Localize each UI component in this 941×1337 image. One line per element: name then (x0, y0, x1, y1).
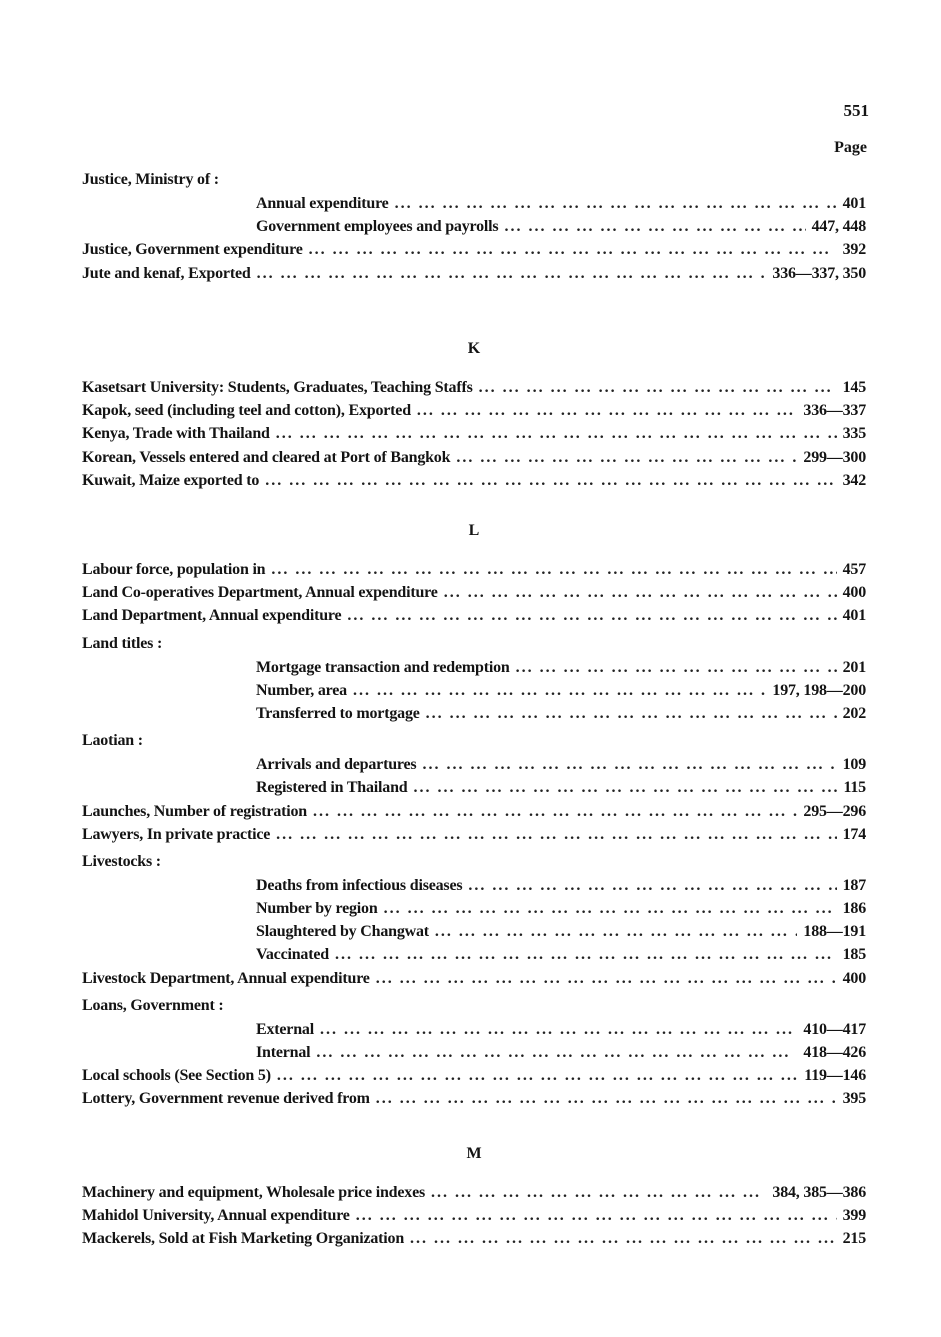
index-section-l (82, 520, 866, 1111)
index-entry (82, 1087, 866, 1110)
dot-leader (516, 656, 837, 679)
index-entry (82, 262, 866, 285)
entry-page-ref: 299—300 (803, 448, 866, 466)
index-entry (82, 376, 866, 399)
entry-page-ref: 447, 448 (811, 218, 866, 236)
entry-label: External (256, 1020, 314, 1038)
index-heading (82, 993, 866, 1018)
entry-label: Justice, Ministry of : (82, 171, 219, 188)
entry-label: Machinery and equipment, Wholesale price indexes (82, 1184, 425, 1201)
dot-leader (271, 558, 836, 581)
entry-label: Kapok, seed (including teel and cotton), Exported (82, 402, 411, 420)
entry-label: Registered in Thailand (256, 779, 408, 797)
index-subentry (82, 874, 866, 897)
dot-leader (410, 1227, 837, 1250)
entry-label: Labour force, population in (82, 561, 266, 578)
dot-leader (417, 399, 798, 422)
entry-label: Kuwait, Maize exported to (82, 471, 260, 489)
dot-leader (456, 446, 797, 469)
dot-leader (435, 920, 797, 943)
index-subentry (82, 192, 866, 215)
dot-leader (356, 1204, 837, 1227)
index-entry (82, 1227, 866, 1250)
entry-page-ref: 145 (842, 379, 866, 396)
entry-label: Launches, Number of registration (82, 802, 308, 820)
entry-page-ref: 401 (842, 195, 866, 212)
entry-page-ref: 202 (842, 704, 866, 722)
entry-page-ref: 457 (842, 561, 866, 578)
entry-label: Land titles : (82, 634, 163, 652)
dot-leader (426, 702, 837, 725)
index-section-m (82, 1143, 866, 1251)
index-entry (82, 399, 866, 422)
entry-label: Vaccinated (256, 946, 329, 964)
index-subentry (82, 702, 866, 725)
dot-leader (413, 776, 837, 799)
entry-label: Livestocks : (82, 852, 161, 870)
entry-label: Loans, Government : (82, 996, 224, 1014)
entry-label: Jute and kenaf, Exported (82, 264, 251, 282)
dot-leader (316, 1041, 797, 1064)
dot-leader (395, 192, 837, 215)
index-entry (82, 1181, 866, 1204)
entry-label: Land Department, Annual expenditure (82, 607, 342, 625)
section-letter: M (466, 1145, 482, 1162)
index-heading (82, 728, 866, 753)
dot-leader (376, 1087, 837, 1110)
index-entry (82, 446, 866, 469)
dot-leader (504, 215, 805, 238)
entry-label: Arrivals and departures (256, 756, 417, 774)
dot-leader (384, 897, 837, 920)
index-entry (82, 581, 866, 604)
entry-label: Mahidol University, Annual expenditure (82, 1207, 350, 1225)
entry-page-ref: 342 (842, 471, 866, 489)
index-entry (82, 469, 866, 492)
index-subentry (82, 943, 866, 966)
page-number: 551 (843, 101, 869, 120)
entry-label: Lottery, Government revenue derived from (82, 1090, 370, 1108)
entry-page-ref: 418—426 (803, 1044, 866, 1061)
index-subentry (82, 1041, 866, 1064)
entry-page-ref: 187 (842, 876, 866, 894)
dot-leader (431, 1181, 766, 1204)
dot-leader (265, 469, 836, 492)
entry-label: Annual expenditure (256, 195, 389, 212)
dot-leader (353, 679, 766, 702)
dot-leader (376, 967, 837, 990)
index-subentry (82, 897, 866, 920)
entry-page-ref: 295—296 (803, 802, 866, 820)
entry-page-ref: 336—337, 350 (772, 264, 866, 282)
entry-page-ref: 395 (842, 1090, 866, 1108)
entry-label: Transferred to mortgage (256, 704, 420, 722)
entry-label: Mortgage transaction and redemption (256, 658, 510, 676)
dot-leader (276, 823, 836, 846)
entry-label: Number, area (256, 681, 347, 699)
entry-page-ref: 384, 385—386 (772, 1184, 866, 1201)
entry-label: Slaughtered by Changwat (256, 923, 429, 941)
entry-label: Number by region (256, 900, 378, 918)
entry-label: Livestock Department, Annual expenditure (82, 969, 370, 987)
index-entry (82, 800, 866, 823)
index-entry (82, 1204, 866, 1227)
entry-page-ref: 174 (842, 825, 866, 843)
index-subentry (82, 215, 866, 238)
entry-page-ref: 400 (842, 969, 866, 987)
entry-label: Local schools (See Section 5) (82, 1067, 271, 1085)
entry-page-ref: 188—191 (803, 923, 866, 941)
entry-page-ref: 115 (843, 779, 866, 797)
entry-page-ref: 335 (842, 425, 866, 443)
index-entry (82, 238, 866, 261)
entry-label: Lawyers, In private practice (82, 825, 271, 843)
entry-label: Justice, Government expenditure (82, 241, 303, 259)
page-column-label: Page (834, 139, 867, 156)
entry-page-ref: 109 (842, 756, 866, 774)
entry-page-ref: 399 (842, 1207, 866, 1225)
section-letter: L (468, 522, 480, 539)
index-subentry (82, 679, 866, 702)
index-section-k (82, 338, 866, 492)
dot-leader (422, 753, 836, 776)
index-entry (82, 967, 866, 990)
entry-label: Mackerels, Sold at Fish Marketing Organization (82, 1230, 405, 1248)
entry-label: Land Co-operatives Department, Annual expenditure (82, 584, 438, 602)
index-section-j (82, 164, 866, 285)
dot-leader (309, 238, 837, 261)
index-heading (82, 167, 866, 192)
index-subentry (82, 776, 866, 799)
entry-label: Korean, Vessels entered and cleared at Port of Bangkok (82, 448, 451, 466)
entry-label: Deaths from infectious diseases (256, 876, 463, 894)
index-heading (82, 849, 866, 874)
index-subentry (82, 753, 866, 776)
entry-label: Internal (256, 1044, 311, 1061)
index-entry (82, 604, 866, 627)
entry-page-ref: 336—337 (803, 402, 866, 420)
entry-page-ref: 186 (842, 900, 866, 918)
index-subentry (82, 656, 866, 679)
entry-page-ref: 400 (842, 584, 866, 602)
entry-label: Laotian : (82, 732, 143, 750)
entry-page-ref: 410—417 (803, 1020, 866, 1038)
section-letter: K (467, 340, 481, 357)
index-subentry (82, 920, 866, 943)
dot-leader (313, 800, 797, 823)
index-entry (82, 823, 866, 846)
index-heading (82, 631, 866, 656)
entry-page-ref: 185 (842, 946, 866, 964)
entry-label: Kenya, Trade with Thailand (82, 425, 270, 443)
entry-page-ref: 201 (842, 658, 866, 676)
dot-leader (468, 874, 836, 897)
dot-leader (277, 1064, 798, 1087)
entry-page-ref: 197, 198—200 (772, 681, 866, 699)
dot-leader (335, 943, 837, 966)
dot-leader (257, 262, 767, 285)
entry-page-ref: 119—146 (804, 1067, 866, 1085)
dot-leader (276, 422, 837, 445)
dot-leader (479, 376, 837, 399)
entry-label: Kasetsart University: Students, Graduates, Teaching Staffs (82, 379, 473, 396)
index-entry (82, 422, 866, 445)
entry-page-ref: 215 (842, 1230, 866, 1248)
entry-page-ref: 392 (842, 241, 866, 259)
dot-leader (347, 604, 836, 627)
dot-leader (444, 581, 837, 604)
dot-leader (320, 1018, 797, 1041)
index-entry (82, 558, 866, 581)
entry-page-ref: 401 (842, 607, 866, 625)
entry-label: Government employees and payrolls (256, 218, 499, 236)
index-subentry (82, 1018, 866, 1041)
index-entry (82, 1064, 866, 1087)
